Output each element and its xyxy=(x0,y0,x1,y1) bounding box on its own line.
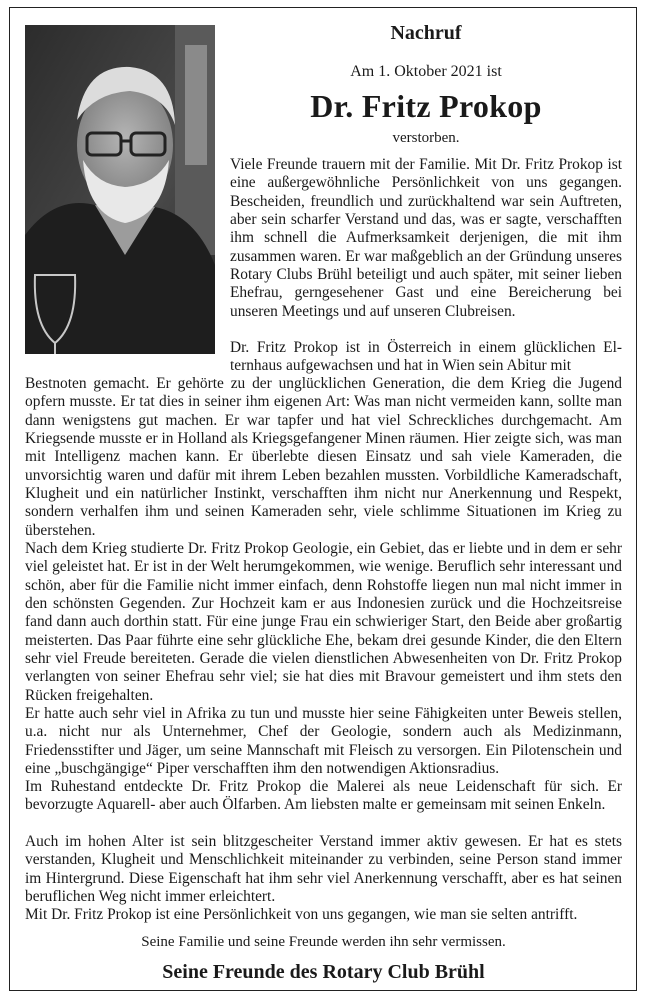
paragraph-intro: Viele Freunde trauern mit der Familie. Mit Dr. Fritz Prokop ist eine außergewöhnliche Persönlichkeit von uns gegangen. Bescheiden, freundlich und zurückhaltend war sein Auftreten, aber sein scharfer Verstand und das, was er sagte, verschafften ihm schnell die Aufmerksamkeit derjenigen, die mit ihm zusammen waren. Er war maßgeblich an der Gründung unseres Rotary Clubs Brühl beteiligt und auch später, mit seiner lieben Ehefrau, gerngesehener Gast und eine Bereicherung bei unseren Meetings und auf unseren Clubreisen. xyxy=(230,156,622,320)
paragraph-youth: Bestnoten gemacht. Er gehörte zu der unglücklichen Generation, die dem Krieg die Jugend opfern musste. Er tat dies in seiner ihm eigenen Art: Was man nicht vermeiden kann, sollte man dann wenigstens gut machen. Er war tapfer und hat viel Schreckliches durchgemacht. Am Kriegsende musste er in Holland als Kriegsgefangener Minen räumen. Hier zeigte sich, was man mit Intelligenz machen kann. Er überlebte diesen Einsatz und sah viele Kameraden, die unvorsichtig waren und dafür mit ihrem Leben bezahlen mussten. Vorbildliche Kameradschaft, Klugheit und ein natürlicher Instinkt, verschafften ihm nicht nur Anerkennung und Respekt, sondern verhalfen ihm und seinen Kameraden sehr, viele schlimme Situationen im Krieg zu überstehen. xyxy=(25,375,622,539)
death-date-line: Am 1. Oktober 2021 ist xyxy=(350,63,502,80)
obituary-heading: Nachruf xyxy=(390,22,462,44)
signature: Seine Freunde des Rotary Club Brühl xyxy=(162,961,485,983)
farewell-line: Seine Familie und seine Freunde werden ihn sehr vermissen. xyxy=(141,934,506,950)
paragraph-old-age: Auch im hohen Alter ist sein blitzgescheiter Verstand immer aktiv gewesen. Er hat es stets verstanden, Klugheit und Menschlichkeit miteinander zu verbinden, seine Person stand immer im Hintergrund. Diese Eigenschaft hat ihm sehr viel Anerkennung verschafft, aber es hat seinen beruflichen Weg nicht immer erleichtert. xyxy=(25,833,622,906)
deceased-line: verstorben. xyxy=(392,130,460,146)
paragraph-retirement: Im Ruhestand entdeckte Dr. Fritz Prokop die Malerei als neue Leidenschaft für sich. Er bevorzugte Aquarell- aber auch Ölfarben. Am liebsten malte er gemeinsam mit seinen Enkeln. xyxy=(25,778,622,814)
paragraph-africa: Er hatte auch sehr viel in Afrika zu tun und musste hier seine Fähigkeiten unter Beweis stellen, u.a. nicht nur als Unternehmer, Chef der Geologie, sondern auch als Medizinmann, Friedensstifter und Jäger, um seine Mannschaft mit Fleisch zu versorgen. Ein Pilotenschein und eine „buschgängige“ Piper verschafften ihm den notwendigen Aktionsradius. xyxy=(25,705,622,778)
deceased-name: Dr. Fritz Prokop xyxy=(310,88,542,124)
portrait-photo xyxy=(25,25,215,354)
paragraph-closing: Mit Dr. Fritz Prokop ist eine Persönlichkeit von uns gegangen, wie man sie selten antrifft. xyxy=(25,906,578,923)
paragraph-career: Nach dem Krieg studierte Dr. Fritz Prokop Geologie, ein Gebiet, das er liebte und in dem er sehr viel geleistet hat. Er ist in der Welt herumgekommen, wie wenige. Beruflich sehr interessant und schön, aber für die Familie nicht immer einfach, denn Rohstoffe liegen nun mal nicht immer in den schönsten Gegenden. Zur Hochzeit kam er aus Indonesien zurück und die Hochzeitsreise fand dann auch dorthin statt. Für eine junge Frau ein schwieriger Start, den Beide aber großartig meisterten. Das Paar führte eine sehr glückliche Ehe, bekam drei gesunde Kinder, die den Eltern sehr viel Freude bereiteten. Gerade die vielen dienstlichen Abwesenheiten von Dr. Fritz Prokop verlangten von seiner Ehefrau sehr viel; sie hat dies mit Bravour gemeistert und ihm stets den Rücken freigehalten. xyxy=(25,540,622,704)
paragraph-youth-start: Dr. Fritz Prokop ist in Österreich in einem glücklichen Elternhaus aufgewachsen und hat in Wien sein Abitur mit xyxy=(230,339,622,375)
